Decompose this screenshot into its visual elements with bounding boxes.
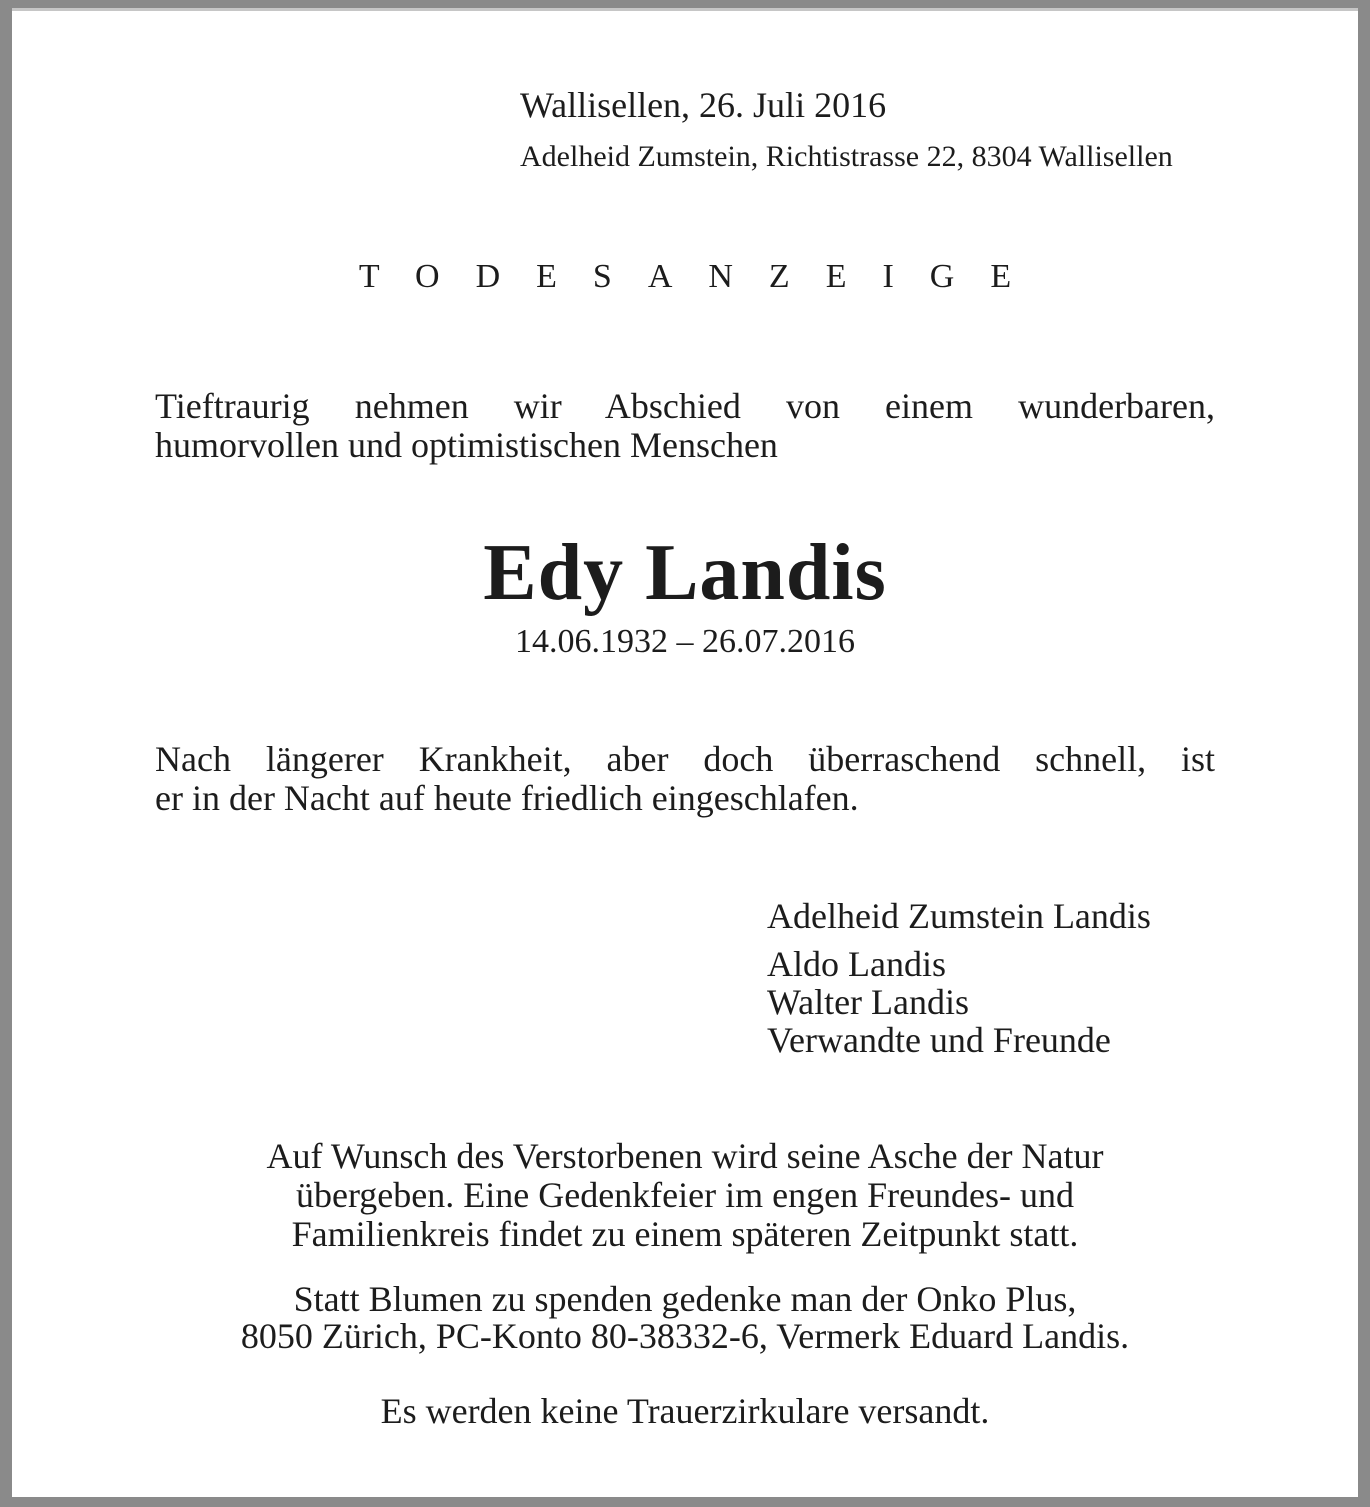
obituary-page	[12, 8, 1358, 1497]
memorial-line-2: übergeben. Eine Gedenkfeier im engen Freundes- und	[295, 1175, 1075, 1215]
memorial-line-3: Familienkreis findet zu einem späteren Zeitpunkt statt.	[291, 1214, 1079, 1254]
mourner-primary: Adelheid Zumstein Landis	[767, 896, 1151, 936]
header-block	[520, 85, 1240, 174]
donation-line-1: Statt Blumen zu spenden gedenke man der Onko Plus,	[293, 1279, 1077, 1319]
death-notice-line-1: Nach längerer Krankheit, aber doch überraschend schnell, ist	[155, 739, 1215, 779]
donation-paragraph	[155, 1281, 1215, 1355]
deceased-name: Edy Landis	[483, 529, 887, 617]
mourner-name: Walter Landis	[767, 982, 970, 1022]
donation-line-2: 8050 Zürich, PC-Konto 80-38332-6, Vermerk Eduard Landis.	[240, 1316, 1130, 1356]
mourner-name: Aldo Landis	[767, 944, 946, 984]
memorial-line-1: Auf Wunsch des Verstorbenen wird seine Asche der Natur	[266, 1136, 1104, 1176]
memorial-paragraph	[155, 1137, 1215, 1254]
intro-paragraph	[155, 387, 1215, 465]
contact-address: Adelheid Zumstein, Richtistrasse 22, 8304 Wallisellen	[520, 140, 1173, 173]
death-notice-line-2: er in der Nacht auf heute friedlich eingeschlafen.	[155, 778, 859, 818]
life-dates: 14.06.1932 – 26.07.2016	[515, 623, 855, 660]
document-title	[155, 258, 1215, 296]
death-notice-paragraph	[155, 740, 1215, 818]
intro-line-1: Tieftraurig nehmen wir Abschied von einem wunderbaren,	[155, 386, 1215, 426]
closing-statement: Es werden keine Trauerzirkulare versandt.	[380, 1391, 990, 1431]
intro-line-2: humorvollen und optimistischen Menschen	[155, 425, 778, 465]
dateline: Wallisellen, 26. Juli 2016	[520, 85, 887, 125]
mourners-others	[767, 945, 1227, 1059]
mourners-list	[767, 897, 1227, 1059]
document-title-text: TODESANZEIGE	[358, 258, 1048, 295]
mourners-relatives-friends: Verwandte und Freunde	[767, 1020, 1111, 1060]
